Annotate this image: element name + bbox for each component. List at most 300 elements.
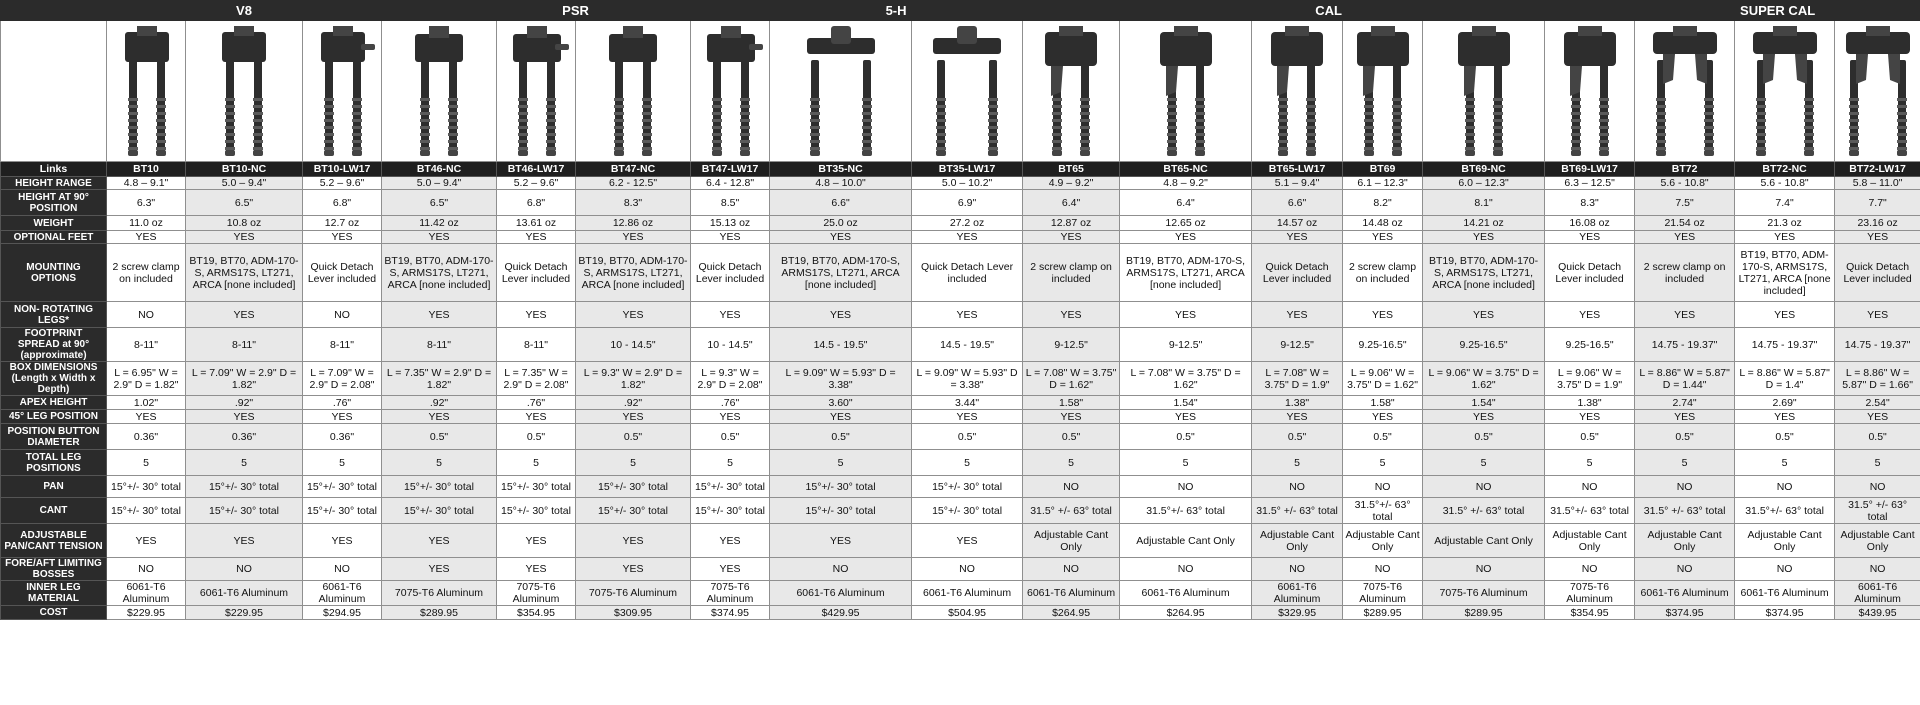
cell-height-at-90-position-bt47-nc: 8.3"	[576, 190, 691, 216]
cell-height-at-90-position-bt35-nc: 6.6"	[770, 190, 912, 216]
cell-adjustable-pan-cant-tension-bt46-lw17: YES	[497, 524, 576, 558]
cell-footprint-spread-at-90-approximate-bt47-lw17: 10 - 14.5"	[691, 328, 770, 362]
spec-row-mounting-options	[1, 244, 1920, 302]
spec-row-cost	[1, 606, 1920, 620]
cell-mounting-options-bt69-nc: BT19, BT70, ADM-170-S, ARMS17S, LT271, ARCA [none included]	[1423, 244, 1545, 302]
cell-optional-feet-bt35-lw17: YES	[912, 231, 1023, 244]
cell-height-at-90-position-bt47-lw17: 8.5"	[691, 190, 770, 216]
bipod-v8-image	[204, 22, 284, 160]
cell-apex-height-bt35-nc: 3.60"	[770, 396, 912, 410]
cell-optional-feet-bt35-nc: YES	[770, 231, 912, 244]
row-label-footprint-spread-at-90-approximate: FOOTPRINT SPREAD at 90° (approximate)	[1, 328, 107, 362]
cell-cant-bt35-nc: 15°+/- 30° total	[770, 498, 912, 524]
cell-mounting-options-bt72: 2 screw clamp on included	[1635, 244, 1735, 302]
cell-cost-bt69-nc: $289.95	[1423, 606, 1545, 620]
cell-apex-height-bt72-nc: 2.69"	[1735, 396, 1835, 410]
cell-optional-feet-bt72: YES	[1635, 231, 1735, 244]
family-header-row	[1, 1, 1920, 21]
cell-apex-height-bt10: 1.02"	[107, 396, 186, 410]
cell-apex-height-bt10-lw17: .76"	[303, 396, 382, 410]
spec-row-footprint-spread-at-90-approximate	[1, 328, 1920, 362]
cell-non-rotating-legs-bt10: NO	[107, 302, 186, 328]
cell-cant-bt10-lw17: 15°+/- 30° total	[303, 498, 382, 524]
product-image-bt46-nc	[382, 21, 497, 162]
cell-optional-feet-bt10-lw17: YES	[303, 231, 382, 244]
spec-row-cant	[1, 498, 1920, 524]
cell-optional-feet-bt69-nc: YES	[1423, 231, 1545, 244]
cell-cost-bt46-lw17: $354.95	[497, 606, 576, 620]
spec-row-position-button-diameter	[1, 424, 1920, 450]
cell-cant-bt69-lw17: 31.5°+/- 63° total	[1545, 498, 1635, 524]
cell-footprint-spread-at-90-approximate-bt65-lw17: 9-12.5"	[1252, 328, 1343, 362]
cell-45-leg-position-bt10-nc: YES	[186, 410, 303, 424]
cell-apex-height-bt47-nc: .92"	[576, 396, 691, 410]
cell-weight-bt35-lw17: 27.2 oz	[912, 216, 1023, 231]
cell-box-dimensions-length-x-width-x-depth-bt72-lw17: L = 8.86" W = 5.87" D = 1.66"	[1835, 362, 1920, 396]
cell-weight-bt47-nc: 12.86 oz	[576, 216, 691, 231]
cell-cost-bt65-nc: $264.95	[1120, 606, 1252, 620]
cell-apex-height-bt35-lw17: 3.44"	[912, 396, 1023, 410]
model-link-bt72[interactable]: BT72	[1635, 162, 1735, 177]
cell-mounting-options-bt46-lw17: Quick Detach Lever included	[497, 244, 576, 302]
corner-cell	[1, 1, 107, 21]
cell-fore-aft-limiting-bosses-bt35-lw17: NO	[912, 558, 1023, 581]
row-label-position-button-diameter: POSITION BUTTON DIAMETER	[1, 424, 107, 450]
cell-footprint-spread-at-90-approximate-bt69: 9.25-16.5"	[1343, 328, 1423, 362]
cell-box-dimensions-length-x-width-x-depth-bt46-lw17: L = 7.35" W = 2.9" D = 2.08"	[497, 362, 576, 396]
cell-optional-feet-bt72-lw17: YES	[1835, 231, 1920, 244]
cell-fore-aft-limiting-bosses-bt65: NO	[1023, 558, 1120, 581]
cell-height-range-bt35-lw17: 5.0 – 10.2"	[912, 177, 1023, 190]
cell-apex-height-bt10-nc: .92"	[186, 396, 303, 410]
cell-non-rotating-legs-bt35-lw17: YES	[912, 302, 1023, 328]
product-image-bt47-nc	[576, 21, 691, 162]
model-link-bt47-nc[interactable]: BT47-NC	[576, 162, 691, 177]
cell-weight-bt69-nc: 14.21 oz	[1423, 216, 1545, 231]
cell-optional-feet-bt69: YES	[1343, 231, 1423, 244]
cell-cost-bt47-nc: $309.95	[576, 606, 691, 620]
cell-apex-height-bt65-lw17: 1.38"	[1252, 396, 1343, 410]
row-label-pan: PAN	[1, 476, 107, 498]
row-label-height-range: HEIGHT RANGE	[1, 177, 107, 190]
cell-apex-height-bt46-lw17: .76"	[497, 396, 576, 410]
cell-pan-bt10-lw17: 15°+/- 30° total	[303, 476, 382, 498]
cell-position-button-diameter-bt10: 0.36"	[107, 424, 186, 450]
model-link-bt69[interactable]: BT69	[1343, 162, 1423, 177]
cell-pan-bt47-lw17: 15°+/- 30° total	[691, 476, 770, 498]
cell-cant-bt69-nc: 31.5° +/- 63° total	[1423, 498, 1545, 524]
bipod-cal-image	[1257, 22, 1337, 160]
cell-weight-bt10-nc: 10.8 oz	[186, 216, 303, 231]
model-link-bt46-lw17[interactable]: BT46-LW17	[497, 162, 576, 177]
cell-weight-bt65-lw17: 14.57 oz	[1252, 216, 1343, 231]
cell-box-dimensions-length-x-width-x-depth-bt65-nc: L = 7.08" W = 3.75" D = 1.62"	[1120, 362, 1252, 396]
bipod-v8-lever-image	[303, 22, 382, 160]
model-link-bt69-lw17[interactable]: BT69-LW17	[1545, 162, 1635, 177]
model-link-bt72-nc[interactable]: BT72-NC	[1735, 162, 1835, 177]
cell-non-rotating-legs-bt65-nc: YES	[1120, 302, 1252, 328]
spec-row-weight	[1, 216, 1920, 231]
cell-apex-height-bt47-lw17: .76"	[691, 396, 770, 410]
cell-adjustable-pan-cant-tension-bt65-lw17: Adjustable Cant Only	[1252, 524, 1343, 558]
cell-box-dimensions-length-x-width-x-depth-bt65: L = 7.08" W = 3.75" D = 1.62"	[1023, 362, 1120, 396]
product-image-bt69-nc	[1423, 21, 1545, 162]
cell-weight-bt46-nc: 11.42 oz	[382, 216, 497, 231]
cell-45-leg-position-bt69-lw17: YES	[1545, 410, 1635, 424]
cell-pan-bt46-nc: 15°+/- 30° total	[382, 476, 497, 498]
cell-cant-bt46-nc: 15°+/- 30° total	[382, 498, 497, 524]
cell-optional-feet-bt47-lw17: YES	[691, 231, 770, 244]
cell-adjustable-pan-cant-tension-bt35-nc: YES	[770, 524, 912, 558]
cell-45-leg-position-bt72-lw17: YES	[1835, 410, 1920, 424]
cell-weight-bt47-lw17: 15.13 oz	[691, 216, 770, 231]
cell-cant-bt10: 15°+/- 30° total	[107, 498, 186, 524]
cell-cost-bt72-lw17: $439.95	[1835, 606, 1920, 620]
cell-inner-leg-material-bt35-nc: 6061-T6 Aluminum	[770, 581, 912, 606]
cell-inner-leg-material-bt10-nc: 6061-T6 Aluminum	[186, 581, 303, 606]
model-link-bt69-nc[interactable]: BT69-NC	[1423, 162, 1545, 177]
bipod-cal-image	[1031, 22, 1111, 160]
cell-weight-bt72-nc: 21.3 oz	[1735, 216, 1835, 231]
row-label-total-leg-positions: TOTAL LEG POSITIONS	[1, 450, 107, 476]
cell-weight-bt35-nc: 25.0 oz	[770, 216, 912, 231]
cell-cant-bt69: 31.5°+/- 63° total	[1343, 498, 1423, 524]
cell-cost-bt72-nc: $374.95	[1735, 606, 1835, 620]
image-corner-cell	[1, 21, 107, 162]
product-image-bt35-lw17	[912, 21, 1023, 162]
cell-weight-bt72-lw17: 23.16 oz	[1835, 216, 1920, 231]
cell-non-rotating-legs-bt69-nc: YES	[1423, 302, 1545, 328]
cell-fore-aft-limiting-bosses-bt10-lw17: NO	[303, 558, 382, 581]
family-header-psr: PSR	[382, 1, 770, 21]
cell-optional-feet-bt69-lw17: YES	[1545, 231, 1635, 244]
cell-position-button-diameter-bt46-nc: 0.5"	[382, 424, 497, 450]
cell-height-at-90-position-bt65-lw17: 6.6"	[1252, 190, 1343, 216]
cell-height-at-90-position-bt72-lw17: 7.7"	[1835, 190, 1920, 216]
cell-non-rotating-legs-bt47-lw17: YES	[691, 302, 770, 328]
cell-height-range-bt10: 4.8 – 9.1"	[107, 177, 186, 190]
cell-footprint-spread-at-90-approximate-bt46-lw17: 8-11"	[497, 328, 576, 362]
cell-pan-bt10-nc: 15°+/- 30° total	[186, 476, 303, 498]
cell-box-dimensions-length-x-width-x-depth-bt35-lw17: L = 9.09" W = 5.93" D = 3.38"	[912, 362, 1023, 396]
family-header-super-cal: SUPER CAL	[1635, 1, 1920, 21]
cell-inner-leg-material-bt65-nc: 6061-T6 Aluminum	[1120, 581, 1252, 606]
model-link-bt46-nc[interactable]: BT46-NC	[382, 162, 497, 177]
cell-optional-feet-bt72-nc: YES	[1735, 231, 1835, 244]
family-header-v8: V8	[107, 1, 382, 21]
cell-non-rotating-legs-bt46-nc: YES	[382, 302, 497, 328]
cell-mounting-options-bt69: 2 screw clamp on included	[1343, 244, 1423, 302]
model-link-bt10-nc[interactable]: BT10-NC	[186, 162, 303, 177]
cell-weight-bt65: 12.87 oz	[1023, 216, 1120, 231]
cell-weight-bt65-nc: 12.65 oz	[1120, 216, 1252, 231]
cell-inner-leg-material-bt46-lw17: 7075-T6 Aluminum	[497, 581, 576, 606]
cell-optional-feet-bt10-nc: YES	[186, 231, 303, 244]
cell-inner-leg-material-bt47-lw17: 7075-T6 Aluminum	[691, 581, 770, 606]
spec-row-inner-leg-material	[1, 581, 1920, 606]
cell-position-button-diameter-bt47-nc: 0.5"	[576, 424, 691, 450]
cell-apex-height-bt65-nc: 1.54"	[1120, 396, 1252, 410]
spec-row-fore-aft-limiting-bosses	[1, 558, 1920, 581]
cell-pan-bt72: NO	[1635, 476, 1735, 498]
cell-cost-bt35-lw17: $504.95	[912, 606, 1023, 620]
row-label-fore-aft-limiting-bosses: FORE/AFT LIMITING BOSSES	[1, 558, 107, 581]
model-link-bt65-lw17[interactable]: BT65-LW17	[1252, 162, 1343, 177]
model-link-bt35-nc[interactable]: BT35-NC	[770, 162, 912, 177]
cell-inner-leg-material-bt69: 7075-T6 Aluminum	[1343, 581, 1423, 606]
bipod-5h-image	[927, 22, 1007, 160]
cell-45-leg-position-bt35-lw17: YES	[912, 410, 1023, 424]
cell-cant-bt35-lw17: 15°+/- 30° total	[912, 498, 1023, 524]
cell-adjustable-pan-cant-tension-bt72-nc: Adjustable Cant Only	[1735, 524, 1835, 558]
spec-row-optional-feet	[1, 231, 1920, 244]
cell-adjustable-pan-cant-tension-bt10-nc: YES	[186, 524, 303, 558]
bipod-psr-lever-image	[691, 22, 770, 160]
cell-apex-height-bt72-lw17: 2.54"	[1835, 396, 1920, 410]
cell-adjustable-pan-cant-tension-bt65: Adjustable Cant Only	[1023, 524, 1120, 558]
cell-cost-bt10-lw17: $294.95	[303, 606, 382, 620]
model-link-bt65[interactable]: BT65	[1023, 162, 1120, 177]
cell-mounting-options-bt35-nc: BT19, BT70, ADM-170-S, ARMS17S, LT271, ARCA [none included]	[770, 244, 912, 302]
cell-height-range-bt69-nc: 6.0 – 12.3"	[1423, 177, 1545, 190]
cell-cant-bt72-lw17: 31.5° +/- 63° total	[1835, 498, 1920, 524]
cell-height-range-bt72: 5.6 - 10.8"	[1635, 177, 1735, 190]
cell-45-leg-position-bt65-nc: YES	[1120, 410, 1252, 424]
cell-mounting-options-bt35-lw17: Quick Detach Lever included	[912, 244, 1023, 302]
cell-cost-bt65-lw17: $329.95	[1252, 606, 1343, 620]
cell-non-rotating-legs-bt65: YES	[1023, 302, 1120, 328]
spec-row-non-rotating-legs	[1, 302, 1920, 328]
cell-fore-aft-limiting-bosses-bt46-nc: YES	[382, 558, 497, 581]
cell-total-leg-positions-bt10: 5	[107, 450, 186, 476]
model-link-bt47-lw17[interactable]: BT47-LW17	[691, 162, 770, 177]
cell-cost-bt65: $264.95	[1023, 606, 1120, 620]
cell-cost-bt69-lw17: $354.95	[1545, 606, 1635, 620]
cell-mounting-options-bt72-lw17: Quick Detach Lever included	[1835, 244, 1920, 302]
cell-adjustable-pan-cant-tension-bt69: Adjustable Cant Only	[1343, 524, 1423, 558]
cell-optional-feet-bt65-lw17: YES	[1252, 231, 1343, 244]
cell-position-button-diameter-bt10-nc: 0.36"	[186, 424, 303, 450]
cell-45-leg-position-bt35-nc: YES	[770, 410, 912, 424]
cell-apex-height-bt69-lw17: 1.38"	[1545, 396, 1635, 410]
family-header-5-h: 5-H	[770, 1, 1023, 21]
cell-adjustable-pan-cant-tension-bt10-lw17: YES	[303, 524, 382, 558]
cell-height-range-bt46-nc: 5.0 – 9.4"	[382, 177, 497, 190]
row-label-cost: COST	[1, 606, 107, 620]
cell-inner-leg-material-bt10-lw17: 6061-T6 Aluminum	[303, 581, 382, 606]
cell-pan-bt46-lw17: 15°+/- 30° total	[497, 476, 576, 498]
cell-total-leg-positions-bt47-lw17: 5	[691, 450, 770, 476]
row-label-non-rotating-legs: NON- ROTATING LEGS*	[1, 302, 107, 328]
cell-height-at-90-position-bt72-nc: 7.4"	[1735, 190, 1835, 216]
cell-height-at-90-position-bt10: 6.3"	[107, 190, 186, 216]
cell-inner-leg-material-bt65: 6061-T6 Aluminum	[1023, 581, 1120, 606]
cell-non-rotating-legs-bt72: YES	[1635, 302, 1735, 328]
cell-cant-bt72: 31.5° +/- 63° total	[1635, 498, 1735, 524]
cell-non-rotating-legs-bt69: YES	[1343, 302, 1423, 328]
cell-mounting-options-bt47-nc: BT19, BT70, ADM-170-S, ARMS17S, LT271, ARCA [none included]	[576, 244, 691, 302]
cell-total-leg-positions-bt69-lw17: 5	[1545, 450, 1635, 476]
row-label-apex-height: APEX HEIGHT	[1, 396, 107, 410]
cell-total-leg-positions-bt10-lw17: 5	[303, 450, 382, 476]
product-image-bt72-nc	[1735, 21, 1835, 162]
spec-row-total-leg-positions	[1, 450, 1920, 476]
cell-total-leg-positions-bt65-lw17: 5	[1252, 450, 1343, 476]
cell-inner-leg-material-bt10: 6061-T6 Aluminum	[107, 581, 186, 606]
cell-optional-feet-bt65: YES	[1023, 231, 1120, 244]
cell-height-range-bt72-nc: 5.6 - 10.8"	[1735, 177, 1835, 190]
cell-footprint-spread-at-90-approximate-bt72-lw17: 14.75 - 19.37"	[1835, 328, 1920, 362]
product-image-bt10-lw17	[303, 21, 382, 162]
bipod-5h-image	[801, 22, 881, 160]
cell-fore-aft-limiting-bosses-bt35-nc: NO	[770, 558, 912, 581]
product-image-bt72	[1635, 21, 1735, 162]
product-image-row	[1, 21, 1920, 162]
bipod-psr-lever-image	[497, 22, 576, 160]
model-link-bt72-lw17[interactable]: BT72-LW17	[1835, 162, 1920, 177]
cell-position-button-diameter-bt69-lw17: 0.5"	[1545, 424, 1635, 450]
cell-box-dimensions-length-x-width-x-depth-bt72-nc: L = 8.86" W = 5.87" D = 1.4"	[1735, 362, 1835, 396]
cell-45-leg-position-bt46-lw17: YES	[497, 410, 576, 424]
cell-inner-leg-material-bt72-lw17: 6061-T6 Aluminum	[1835, 581, 1920, 606]
cell-45-leg-position-bt47-lw17: YES	[691, 410, 770, 424]
cell-position-button-diameter-bt35-nc: 0.5"	[770, 424, 912, 450]
cell-pan-bt35-nc: 15°+/- 30° total	[770, 476, 912, 498]
cell-cant-bt47-nc: 15°+/- 30° total	[576, 498, 691, 524]
product-image-bt65-nc	[1120, 21, 1252, 162]
cell-45-leg-position-bt46-nc: YES	[382, 410, 497, 424]
spec-rows	[1, 177, 1920, 620]
model-link-bt35-lw17[interactable]: BT35-LW17	[912, 162, 1023, 177]
cell-45-leg-position-bt69: YES	[1343, 410, 1423, 424]
product-image-bt69	[1343, 21, 1423, 162]
product-image-bt35-nc	[770, 21, 912, 162]
row-label-inner-leg-material: INNER LEG MATERIAL	[1, 581, 107, 606]
cell-mounting-options-bt69-lw17: Quick Detach Lever included	[1545, 244, 1635, 302]
cell-box-dimensions-length-x-width-x-depth-bt69: L = 9.06" W = 3.75" D = 1.62"	[1343, 362, 1423, 396]
cell-adjustable-pan-cant-tension-bt10: YES	[107, 524, 186, 558]
cell-total-leg-positions-bt69-nc: 5	[1423, 450, 1545, 476]
cell-mounting-options-bt47-lw17: Quick Detach Lever included	[691, 244, 770, 302]
cell-adjustable-pan-cant-tension-bt46-nc: YES	[382, 524, 497, 558]
row-label-mounting-options: MOUNTING OPTIONS	[1, 244, 107, 302]
cell-cant-bt47-lw17: 15°+/- 30° total	[691, 498, 770, 524]
cell-cant-bt65: 31.5° +/- 63° total	[1023, 498, 1120, 524]
cell-fore-aft-limiting-bosses-bt65-lw17: NO	[1252, 558, 1343, 581]
bipod-psr-image	[593, 22, 673, 160]
bipod-supercal-image	[1745, 22, 1825, 160]
cell-non-rotating-legs-bt65-lw17: YES	[1252, 302, 1343, 328]
cell-cost-bt69: $289.95	[1343, 606, 1423, 620]
cell-mounting-options-bt10: 2 screw clamp on included	[107, 244, 186, 302]
model-link-bt65-nc[interactable]: BT65-NC	[1120, 162, 1252, 177]
cell-footprint-spread-at-90-approximate-bt72-nc: 14.75 - 19.37"	[1735, 328, 1835, 362]
cell-total-leg-positions-bt69: 5	[1343, 450, 1423, 476]
cell-fore-aft-limiting-bosses-bt46-lw17: YES	[497, 558, 576, 581]
cell-box-dimensions-length-x-width-x-depth-bt10: L = 6.95" W = 2.9" D = 1.82"	[107, 362, 186, 396]
family-header-cal: CAL	[1023, 1, 1635, 21]
cell-height-range-bt72-lw17: 5.8 – 11.0"	[1835, 177, 1920, 190]
cell-footprint-spread-at-90-approximate-bt72: 14.75 - 19.37"	[1635, 328, 1735, 362]
cell-inner-leg-material-bt72: 6061-T6 Aluminum	[1635, 581, 1735, 606]
cell-box-dimensions-length-x-width-x-depth-bt35-nc: L = 9.09" W = 5.93" D = 3.38"	[770, 362, 912, 396]
cell-non-rotating-legs-bt72-lw17: YES	[1835, 302, 1920, 328]
cell-non-rotating-legs-bt47-nc: YES	[576, 302, 691, 328]
product-image-bt65-lw17	[1252, 21, 1343, 162]
spec-row-adjustable-pan-cant-tension	[1, 524, 1920, 558]
cell-fore-aft-limiting-bosses-bt72-nc: NO	[1735, 558, 1835, 581]
product-image-bt10-nc	[186, 21, 303, 162]
cell-45-leg-position-bt47-nc: YES	[576, 410, 691, 424]
cell-height-range-bt10-lw17: 5.2 – 9.6"	[303, 177, 382, 190]
cell-pan-bt10: 15°+/- 30° total	[107, 476, 186, 498]
cell-45-leg-position-bt10-lw17: YES	[303, 410, 382, 424]
cell-inner-leg-material-bt35-lw17: 6061-T6 Aluminum	[912, 581, 1023, 606]
cell-total-leg-positions-bt72-nc: 5	[1735, 450, 1835, 476]
cell-position-button-diameter-bt47-lw17: 0.5"	[691, 424, 770, 450]
spec-row-45-leg-position	[1, 410, 1920, 424]
cell-footprint-spread-at-90-approximate-bt69-nc: 9.25-16.5"	[1423, 328, 1545, 362]
bipod-supercal-image	[1645, 22, 1725, 160]
cell-footprint-spread-at-90-approximate-bt46-nc: 8-11"	[382, 328, 497, 362]
cell-position-button-diameter-bt72-lw17: 0.5"	[1835, 424, 1920, 450]
cell-position-button-diameter-bt35-lw17: 0.5"	[912, 424, 1023, 450]
bipod-psr-image	[399, 22, 479, 160]
cell-optional-feet-bt46-nc: YES	[382, 231, 497, 244]
cell-pan-bt65-lw17: NO	[1252, 476, 1343, 498]
cell-footprint-spread-at-90-approximate-bt10-lw17: 8-11"	[303, 328, 382, 362]
product-image-bt47-lw17	[691, 21, 770, 162]
cell-cant-bt72-nc: 31.5°+/- 63° total	[1735, 498, 1835, 524]
cell-mounting-options-bt72-nc: BT19, BT70, ADM-170-S, ARMS17S, LT271, ARCA [none included]	[1735, 244, 1835, 302]
cell-total-leg-positions-bt65-nc: 5	[1120, 450, 1252, 476]
model-link-bt10-lw17[interactable]: BT10-LW17	[303, 162, 382, 177]
spec-row-height-at-90-position	[1, 190, 1920, 216]
row-label-cant: CANT	[1, 498, 107, 524]
cell-cost-bt35-nc: $429.95	[770, 606, 912, 620]
cell-pan-bt65-nc: NO	[1120, 476, 1252, 498]
cell-position-button-diameter-bt72: 0.5"	[1635, 424, 1735, 450]
cell-cost-bt46-nc: $289.95	[382, 606, 497, 620]
cell-apex-height-bt65: 1.58"	[1023, 396, 1120, 410]
cell-fore-aft-limiting-bosses-bt65-nc: NO	[1120, 558, 1252, 581]
cell-weight-bt10: 11.0 oz	[107, 216, 186, 231]
cell-cost-bt47-lw17: $374.95	[691, 606, 770, 620]
cell-height-at-90-position-bt46-nc: 6.5"	[382, 190, 497, 216]
cell-fore-aft-limiting-bosses-bt47-nc: YES	[576, 558, 691, 581]
cell-pan-bt69-lw17: NO	[1545, 476, 1635, 498]
model-link-bt10[interactable]: BT10	[107, 162, 186, 177]
cell-height-at-90-position-bt10-nc: 6.5"	[186, 190, 303, 216]
cell-inner-leg-material-bt46-nc: 7075-T6 Aluminum	[382, 581, 497, 606]
cell-pan-bt47-nc: 15°+/- 30° total	[576, 476, 691, 498]
cell-optional-feet-bt47-nc: YES	[576, 231, 691, 244]
cell-position-button-diameter-bt72-nc: 0.5"	[1735, 424, 1835, 450]
cell-fore-aft-limiting-bosses-bt72: NO	[1635, 558, 1735, 581]
cell-optional-feet-bt65-nc: YES	[1120, 231, 1252, 244]
cell-height-range-bt65-nc: 4.8 – 9.2"	[1120, 177, 1252, 190]
cell-footprint-spread-at-90-approximate-bt10-nc: 8-11"	[186, 328, 303, 362]
cell-fore-aft-limiting-bosses-bt69-nc: NO	[1423, 558, 1545, 581]
cell-position-button-diameter-bt65-nc: 0.5"	[1120, 424, 1252, 450]
cell-weight-bt10-lw17: 12.7 oz	[303, 216, 382, 231]
cell-position-button-diameter-bt46-lw17: 0.5"	[497, 424, 576, 450]
cell-weight-bt69-lw17: 16.08 oz	[1545, 216, 1635, 231]
cell-pan-bt35-lw17: 15°+/- 30° total	[912, 476, 1023, 498]
cell-adjustable-pan-cant-tension-bt35-lw17: YES	[912, 524, 1023, 558]
cell-45-leg-position-bt65: YES	[1023, 410, 1120, 424]
cell-height-at-90-position-bt46-lw17: 6.8"	[497, 190, 576, 216]
